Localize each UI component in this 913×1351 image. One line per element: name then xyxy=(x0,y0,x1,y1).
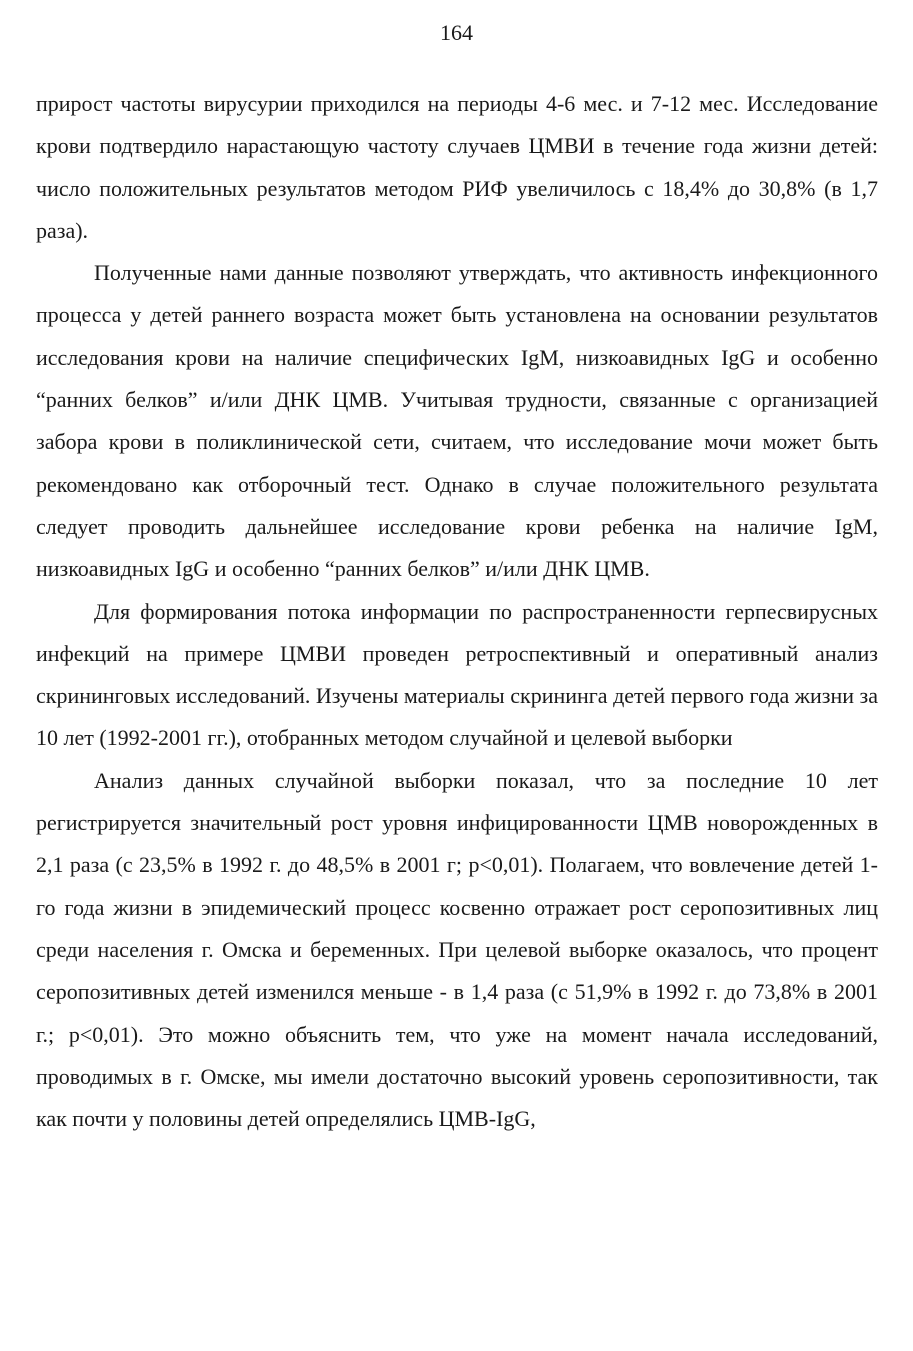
page-number: 164 xyxy=(440,20,473,45)
paragraph-random-sample-analysis: Анализ данных случайной выборки показал, что за последние 10 лет регистрируется значительный рост уровня инфицированности ЦМВ новорожденных в 2,1 раза (с 23,5% в 1992 г. до 48,5% в 2001 г; p<0,01). Полагаем, что вовлечение детей 1-го года жизни в эпидемический процесс косвенно отражает рост серопозитивных лиц среди населения г. Омска и беременных. При целевой выборке оказалось, что процент серопозитивных детей изменился меньше - в 1,4 раза (с 51,9% в 1992 г. до 73,8% в 2001 г.; p<0,01). Это можно объяснить тем, что уже на момент начала исследований, проводимых в г. Омске, мы имели достаточно высокий уровень серопозитивности, так как почти у половины детей определялись ЦМВ-IgG, xyxy=(36,767,878,1132)
body-text xyxy=(36,83,878,1140)
paragraph-screening-materials: Для формирования потока информации по распространенности герпесвирусных инфекций на примере ЦМВИ проведен ретроспективный и оперативный анализ скрининговых исследований. Изучены материалы скрининга детей первого года жизни за 10 лет (1992-2001 гг.), отобранных методом случайной и целевой выборки xyxy=(36,598,878,751)
paragraph-activity-assessment: Полученные нами данные позволяют утверждать, что активность инфекционного процесса у детей раннего возраста может быть установлена на основании результатов исследования крови на наличие специфических IgM, низкоавидных IgG и особенно “ранних белков” и/или ДНК ЦМВ. Учитывая трудности, связанные с организацией забора крови в поликлинической сети, считаем, что исследование мочи может быть рекомендовано как отборочный тест. Однако в случае положительного результата следует проводить дальнейшее исследование крови ребенка на наличие IgM, низкоавидных IgG и особенно “ранних белков” и/или ДНК ЦМВ. xyxy=(36,260,878,582)
paragraph-continued: прирост частоты вирусурии приходился на периоды 4-6 мес. и 7-12 мес. Исследование крови подтвердило нарастающую частоту случаев ЦМВИ в течение года жизни детей: число положительных результатов методом РИФ увеличилось с 18,4% до 30,8% (в 1,7 раза). xyxy=(36,91,878,243)
